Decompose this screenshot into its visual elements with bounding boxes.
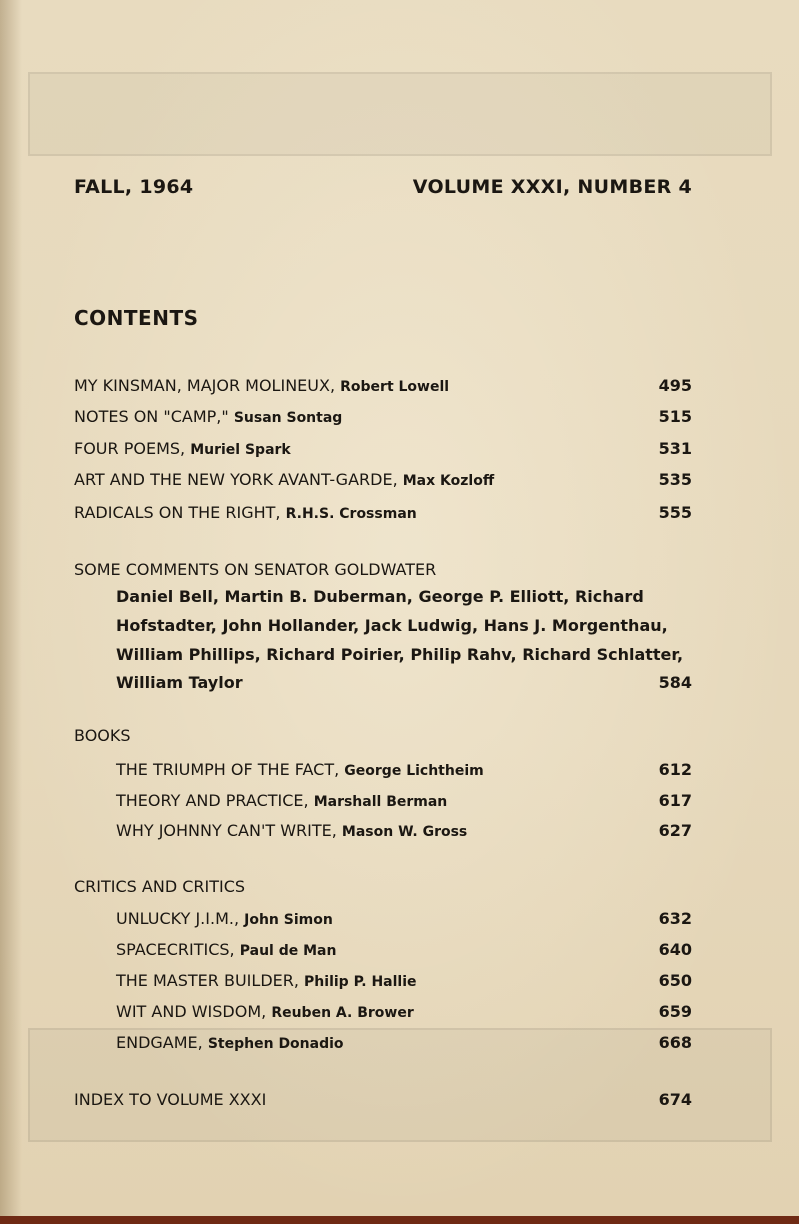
symposium-page: 584 [658, 673, 692, 692]
review-page: 612 [658, 760, 692, 779]
review-page: 627 [658, 821, 692, 840]
index-entry [0, 1087, 799, 1113]
symposium-title-line [0, 557, 799, 583]
book-review-entry [0, 818, 799, 844]
symposium-names-line [0, 584, 799, 610]
review-author: George Lichtheim [344, 763, 484, 779]
book-review-entry [0, 757, 799, 783]
book-review-entry [0, 788, 799, 814]
critics-entry [0, 999, 799, 1025]
critics-author: Philip P. Hallie [304, 974, 417, 990]
critics-author: Stephen Donadio [207, 1036, 344, 1052]
critics-title: UNLUCKY J.I.M., [116, 909, 240, 928]
critics-page: 640 [658, 940, 692, 959]
entry-title: RADICALS ON THE RIGHT, [74, 503, 281, 522]
critics-author: Reuben A. Brower [271, 1005, 414, 1021]
contents-heading: CONTENTS [74, 306, 199, 330]
entry-page: 515 [658, 407, 692, 426]
critics-heading-line [0, 874, 799, 900]
symposium-names: William Taylor [116, 673, 243, 692]
page-edge-strip [0, 1216, 799, 1224]
entry-title: ART AND THE NEW YORK AVANT-GARDE, [74, 470, 398, 489]
entry-title: FOUR POEMS, [74, 439, 186, 458]
toc-entry [0, 373, 799, 399]
review-author: Mason W. Gross [341, 824, 468, 840]
toc-entry [0, 404, 799, 430]
symposium-names-line [0, 642, 799, 668]
entry-title: MY KINSMAN, MAJOR MOLINEUX, [74, 376, 336, 395]
toc-entry [0, 436, 799, 462]
critics-page: 668 [658, 1033, 692, 1052]
toc-entry [0, 467, 799, 493]
show-through-top [28, 72, 772, 156]
entry-page: 535 [658, 470, 692, 489]
entry-author: Robert Lowell [340, 379, 450, 395]
symposium-names-line [0, 670, 799, 696]
entry-author: Max Kozloff [402, 473, 495, 489]
review-author: Marshall Berman [313, 794, 448, 810]
critics-entry [0, 1030, 799, 1056]
critics-page: 659 [658, 1002, 692, 1021]
review-title: THE TRIUMPH OF THE FACT, [116, 760, 340, 779]
symposium-names-line [0, 613, 799, 639]
index-title: INDEX TO VOLUME XXXI [74, 1090, 267, 1109]
entry-author: Susan Sontag [233, 410, 343, 426]
review-title: THEORY AND PRACTICE, [116, 791, 309, 810]
symposium-names: Hofstadter, John Hollander, Jack Ludwig, Hans J. Morgenthau, [116, 616, 668, 635]
critics-entry [0, 906, 799, 932]
symposium-title: SOME COMMENTS ON SENATOR GOLDWATER [74, 560, 437, 579]
critics-title: ENDGAME, [116, 1033, 203, 1052]
critics-title: WIT AND WISDOM, [116, 1002, 267, 1021]
critics-heading: CRITICS AND CRITICS [74, 877, 246, 896]
entry-author: R.H.S. Crossman [285, 506, 417, 522]
entry-page: 495 [658, 376, 692, 395]
critics-author: Paul de Man [239, 943, 337, 959]
review-page: 617 [658, 791, 692, 810]
critics-title: THE MASTER BUILDER, [116, 971, 299, 990]
issue-date: FALL, 1964 [74, 176, 194, 198]
critics-author: John Simon [244, 912, 333, 928]
critics-entry [0, 937, 799, 963]
volume-number: VOLUME XXXI, NUMBER 4 [412, 176, 692, 198]
review-title: WHY JOHNNY CAN'T WRITE, [116, 821, 337, 840]
entry-page: 555 [658, 503, 692, 522]
critics-page: 650 [658, 971, 692, 990]
entry-page: 531 [658, 439, 692, 458]
critics-title: SPACECRITICS, [116, 940, 235, 959]
index-page: 674 [658, 1090, 692, 1109]
symposium-names: Daniel Bell, Martin B. Duberman, George P. Elliott, Richard [116, 587, 644, 606]
books-heading-line [0, 723, 799, 749]
entry-title: NOTES ON "CAMP," [74, 407, 229, 426]
critics-page: 632 [658, 909, 692, 928]
entry-author: Muriel Spark [190, 442, 291, 458]
toc-entry [0, 500, 799, 526]
symposium-names: William Phillips, Richard Poirier, Philip Rahv, Richard Schlatter, [116, 645, 684, 664]
books-heading: BOOKS [74, 726, 131, 745]
critics-entry [0, 968, 799, 994]
